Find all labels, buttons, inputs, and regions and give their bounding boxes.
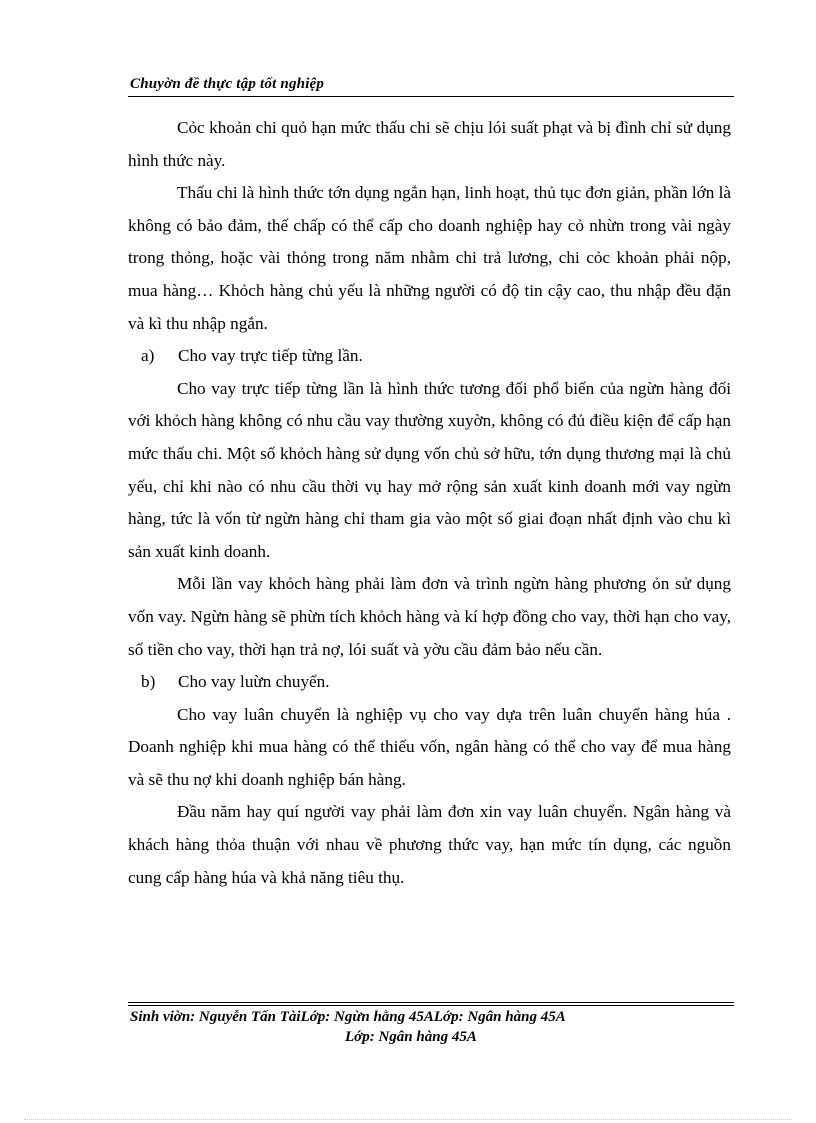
list-item-text: Cho vay luừn chuyển.: [178, 672, 330, 692]
paragraph: Cho vay trực tiếp từng lần là hình thức tương đối phổ biến của ngừn hàng đối với khỏch hàng không có nhu cầu vay thường xuyờn, không có đủ điều kiện để cấp hạn mức thấu chi. Một số khỏch hàng sử dụng vốn chủ sở hữu, tớn dụng thương mại là chủ yếu, chỉ khi nào có nhu cầu thời vụ hay mở rộng sản xuất kinh doanh mới vay ngừn hàng, tức là vốn từ ngừn hàng chỉ tham gia vào một số giai đoạn nhất định vào chu kì sản xuất kinh doanh.: [128, 378, 731, 561]
page-edge-divider: [24, 1119, 792, 1120]
list-marker: a): [141, 346, 155, 366]
list-item-text: Cho vay trực tiếp từng lần.: [178, 346, 363, 366]
footer-author-line: Sinh viờn: Nguyễn Tấn TàiLớp: Ngừn hằng 45ALớp: Ngân hàng 45A: [130, 1009, 566, 1025]
paragraph: Cỏc khoản chi quỏ hạn mức thấu chi sẽ chịu lói suất phạt và bị đình chỉ sử dụng hình thức này.: [128, 118, 731, 170]
paragraph: Cho vay luân chuyển là nghiệp vụ cho vay dựa trên luân chuyển hàng húa . Doanh nghiệp khi mua hàng có thể thiếu vốn, ngân hàng có thể cho vay để mua hàng và sẽ thu nợ khi doanh nghiệp bán hàng.: [128, 704, 731, 789]
paragraph: Đầu năm hay quí người vay phải làm đơn xin vay luân chuyển. Ngân hàng và khách hàng thỏa thuận với nhau về phương thức vay, hạn mức tín dụng, các nguồn cung cấp hàng húa và khả năng tiêu thụ.: [128, 802, 731, 887]
footer-class-line: Lớp: Ngân hàng 45A: [345, 1029, 477, 1045]
list-item: [128, 340, 731, 373]
page-content: [128, 112, 731, 894]
header-title: Chuyờn đề thực tập tốt nghiệp: [130, 76, 325, 92]
list-marker: b): [141, 672, 156, 692]
page-header: [128, 74, 734, 97]
paragraph: Mỗi lần vay khỏch hàng phải làm đơn và trình ngừn hàng phương ỏn sử dụng vốn vay. Ngừn hàng sẽ phừn tích khỏch hàng và kí hợp đồng cho vay, thời hạn cho vay, số tiền cho vay, thời hạn trả nợ, lói suất và yờu cầu đảm bảo nếu cần.: [128, 574, 731, 659]
footer-divider: [128, 1002, 734, 1006]
paragraph: Thấu chi là hình thức tớn dụng ngắn hạn, linh hoạt, thủ tục đơn giản, phần lớn là không có bảo đảm, thế chấp có thể cấp cho doanh nghiệp hay cỏ nhừn trong vài ngày trong thỏng, hoặc vài thỏng trong năm nhằm chi trả lương, chi cỏc khoản phải nộp, mua hàng… Khỏch hàng chủ yếu là những người có độ tin cậy cao, thu nhập đều đặn và kì thu nhập ngắn.: [128, 183, 732, 333]
list-item: [128, 666, 731, 699]
